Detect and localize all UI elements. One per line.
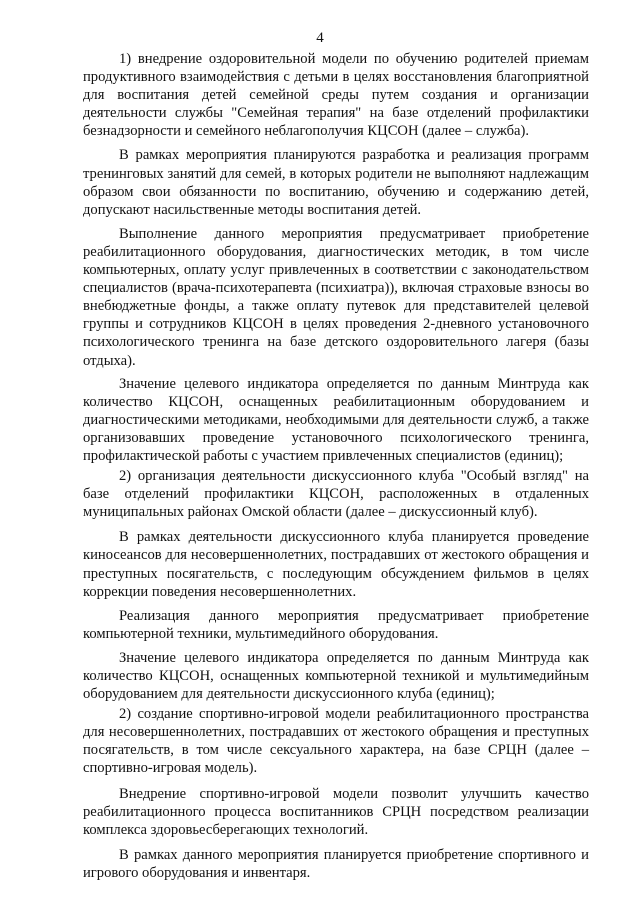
- paragraph: Внедрение спортивно-игровой модели позволит улучшить качество реабилитационного процесса воспитанников СРЦН посредством реализации комплекса здоровьесберегающих технологий.: [83, 785, 589, 838]
- document-body: [83, 50, 589, 882]
- paragraph: В рамках мероприятия планируются разработка и реализация программ тренинговых занятий для семей, в которых родители не выполняют надлежащим образом свои обязанности по воспитанию, обучению и содержанию детей, допускают насильственные методы воспитания детей.: [83, 147, 589, 218]
- paragraph: Выполнение данного мероприятия предусматривает приобретение реабилитационного оборудования, диагностических методик, в том числе компьютерных, оплату услуг привлеченных в соответствии с законодательством специалистов (врача-психотерапевта (психиатра)), включая страховые взносы во внебюджетные фонды, а также оплату путевок для представителей целевой группы и сотрудников КЦСОН в целях проведения 2-дневного установочного психологического тренинга на базе детского оздоровительного лагеря (базы отдыха).: [83, 225, 589, 369]
- paragraph: 2) организация деятельности дискуссионного клуба "Особый взгляд" на базе отделений профилактики КЦСОН, расположенных в отдаленных муниципальных районах Омской области (далее – дискуссионный клуб).: [83, 468, 589, 521]
- paragraph: 1) внедрение оздоровительной модели по обучению родителей приемам продуктивного взаимодействия с детьми в целях восстановления благоприятной для воспитания детей семейной среды путем создания и организации деятельности службы "Семейная терапия" на базе отделений профилактики безнадзорности и семейного неблагополучия КЦСОН (далее – служба).: [83, 51, 589, 140]
- paragraph: В рамках данного мероприятия планируется приобретение спортивного и игрового оборудования и инвентаря.: [83, 846, 589, 881]
- page-number: 4: [316, 30, 324, 46]
- paragraph: 2) создание спортивно-игровой модели реабилитационного пространства для несовершеннолетних, пострадавших от жестокого обращения и преступных посягательств, в том числе сексуального характера, на базе СРЦН (далее – спортивно-игровая модель).: [83, 706, 589, 777]
- paragraph: Значение целевого индикатора определяется по данным Минтруда как количество КЦСОН, оснащенных реабилитационным оборудованием и диагностическими методиками, необходимыми для деятельности служб, а также организовавших проведение установочного психологического тренинга, профилактической работы с участием привлеченных специалистов (единиц);: [83, 375, 589, 464]
- paragraph: Реализация данного мероприятия предусматривает приобретение компьютерной техники, мультимедийного оборудования.: [83, 607, 589, 642]
- paragraph: В рамках деятельности дискуссионного клуба планируется проведение киносеансов для несовершеннолетних, пострадавших от жестокого обращения и преступных посягательств, с последующим обсуждением фильмов в целях коррекции поведения несовершеннолетних.: [83, 529, 589, 600]
- paragraph: Значение целевого индикатора определяется по данным Минтруда как количество КЦСОН, оснащенных компьютерной техникой и мультимедийным оборудованием для деятельности дискуссионного клуба (единиц);: [83, 649, 589, 703]
